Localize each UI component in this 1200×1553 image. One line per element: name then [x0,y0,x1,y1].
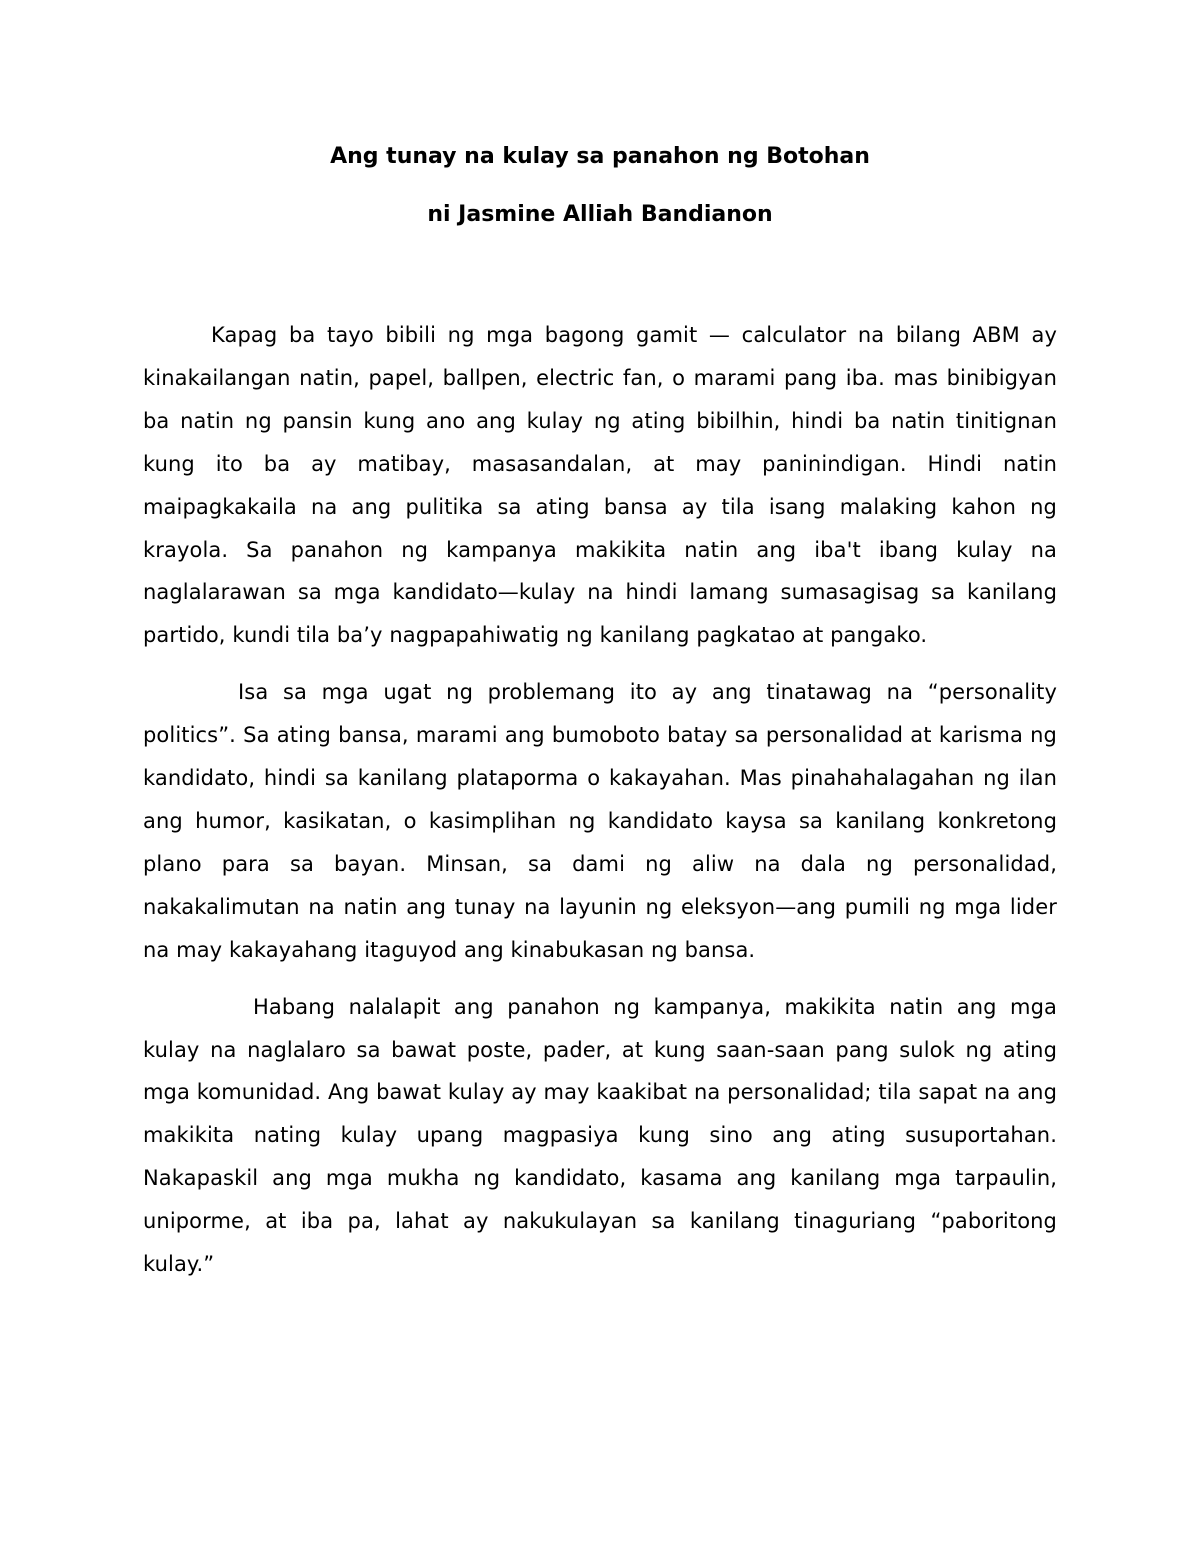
document-body [143,314,1057,1300]
paragraph-2: Isa sa mga ugat ng problemang ito ay ang tinatawag na “personality politics”. Sa ating bansa, marami ang bumoboto batay sa personalidad at karisma ng kandidato, hindi sa kanilang plataporma o kakayahan. Mas pinahahalagahan ng ilan ang humor, kasikatan, o kasimplihan ng kandidato kaysa sa kanilang konkretong plano para sa bayan. Minsan, sa dami ng aliw na dala ng personalidad, nakakalimutan na natin ang tunay na layunin ng eleksyon—ang pumili ng mga lider na may kakayahang itaguyod ang kinabukasan ng bansa. [143,680,1057,962]
author-byline: ni Jasmine Alliah Bandianon [427,202,773,227]
document-title: Ang tunay na kulay sa panahon ng Botohan [330,144,870,169]
paragraph-1: Kapag ba tayo bibili ng mga bagong gamit — calculator na bilang ABM ay kinakailangan natin, papel, ballpen, electric fan, o marami pang iba. mas binibigyan ba natin ng pansin kung ano ang kulay ng ating bibilhin, hindi ba natin tinitignan kung ito ba ay matibay, masasandalan, at may paninindigan. Hindi natin maipagkakaila na ang pulitika sa ating bansa ay tila isang malaking kahon ng krayola. Sa panahon ng kampanya makikita natin ang iba't ibang kulay na naglalarawan sa mga kandidato—kulay na hindi lamang sumasagisag sa kanilang partido, kundi tila ba’y nagpapahiwatig ng kanilang pagkatao at pangako. [143,323,1057,648]
paragraph-3: Habang nalalapit ang panahon ng kampanya, makikita natin ang mga kulay na naglalaro sa bawat poste, pader, at kung saan-saan pang sulok ng ating mga komunidad. Ang bawat kulay ay may kaakibat na personalidad; tila sapat na ang makikita nating kulay upang magpasiya kung sino ang ating susuportahan. Nakapaskil ang mga mukha ng kandidato, kasama ang kanilang mga tarpaulin, uniporme, at iba pa, lahat ay nakukulayan sa kanilang tinaguriang “paboritong kulay.” [143,994,1057,1277]
